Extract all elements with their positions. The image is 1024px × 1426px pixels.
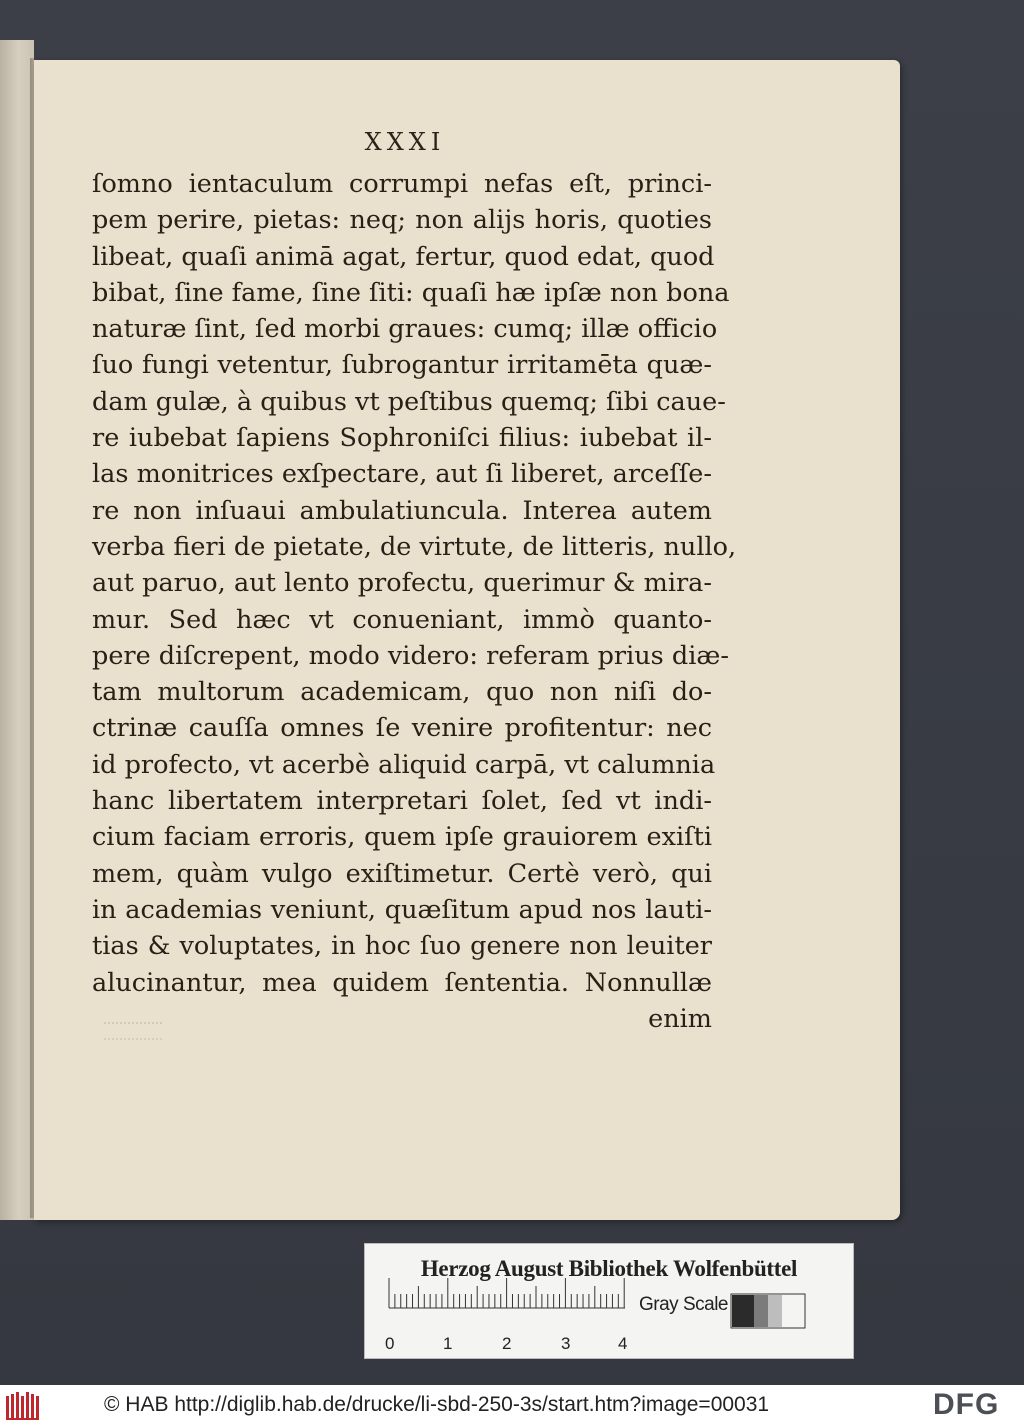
text-line: ctrinæ cauſſa omnes ſe venire profitentur: nec [92, 713, 712, 744]
library-name: Herzog August Bibliothek Wolfenbüttel [420, 1256, 798, 1281]
gray-scale-label: Gray Scale [639, 1294, 728, 1315]
ink-bleed-through [104, 1022, 162, 1040]
catchword: enim [648, 1003, 712, 1034]
text-line: hanc libertatem interpretari ſolet, ſed vt indi- [92, 786, 712, 817]
page-text [92, 166, 737, 1037]
library-label [364, 1243, 854, 1359]
ruler-number: 2 [502, 1334, 512, 1353]
ruler-number: 0 [385, 1334, 395, 1353]
ruler-number: 3 [561, 1334, 571, 1353]
text-line: libeat, quaſi animā agat, fertur, quod edat, quod [92, 241, 715, 272]
ruler-number: 4 [618, 1334, 628, 1353]
text-line: tam multorum academicam, quo non niſi do- [92, 677, 712, 708]
text-line: bibat, ſine fame, ſine ſiti: quaſi hæ ipſæ non bona [92, 277, 730, 308]
book-spine [0, 40, 34, 1220]
gray-swatch-black [732, 1295, 754, 1327]
text-line: ſomno ientaculum corrumpi nefas eſt, princi- [92, 169, 712, 199]
page-number: XXXI [364, 128, 446, 156]
ruler-number: 1 [443, 1334, 453, 1353]
hab-logo-icon [6, 1392, 46, 1420]
text-line: cium faciam erroris, quem ipſe grauiorem exiſti [92, 822, 712, 853]
footer-bar [0, 1385, 1024, 1426]
text-line: ſuo fungi vetentur, ſubrogantur irritamēta quæ- [92, 350, 712, 381]
text-line: pem perire, pietas: neq; non alijs horis, quoties [92, 205, 712, 236]
text-line: dam gulæ, à quibus vt peſtibus quemq; ſibi caue- [92, 386, 726, 417]
scale-ruler [365, 1244, 853, 1358]
text-line: id profecto, vt acerbè aliquid carpā, vt calumnia [92, 749, 716, 780]
text-line: mur. Sed hæc vt conueniant, immò quanto- [92, 604, 712, 635]
text-line: re non inſuaui ambulatiuncula. Interea autem [92, 495, 712, 526]
text-line: pere diſcrepent, modo videro: referam prius diæ- [92, 640, 729, 671]
text-line: las monitrices exſpectare, aut ſi liberet, arceſſe- [92, 459, 712, 490]
text-line: alucinantur, mea quidem ſententia. Nonnullæ [92, 967, 712, 998]
dfg-logo: DFG [933, 1388, 1000, 1421]
text-line: tias & voluptates, in hoc ſuo genere non leuiter [92, 931, 712, 962]
text-line: mem, quàm vulgo exiſtimetur. Certè verò, qui [92, 858, 712, 889]
copyright-url: © HAB http://diglib.hab.de/drucke/li-sbd-250-3s/start.htm?image=00031 [104, 1393, 770, 1416]
gray-swatch-light [768, 1295, 782, 1327]
text-line: in academias veniunt, quæſitum apud nos lauti- [92, 894, 712, 925]
text-line: verba fieri de pietate, de virtute, de litteris, nullo, [92, 531, 737, 562]
text-line: naturæ ſint, ſed morbi graues: cumq; illæ officio [92, 314, 718, 345]
gray-swatch-dark [754, 1295, 768, 1327]
gray-swatch-white [782, 1295, 804, 1327]
text-line: aut paruo, aut lento profectu, querimur & mira- [92, 568, 712, 599]
text-line: re iubebat ſapiens Sophroniſci filius: iubebat il- [92, 423, 712, 454]
